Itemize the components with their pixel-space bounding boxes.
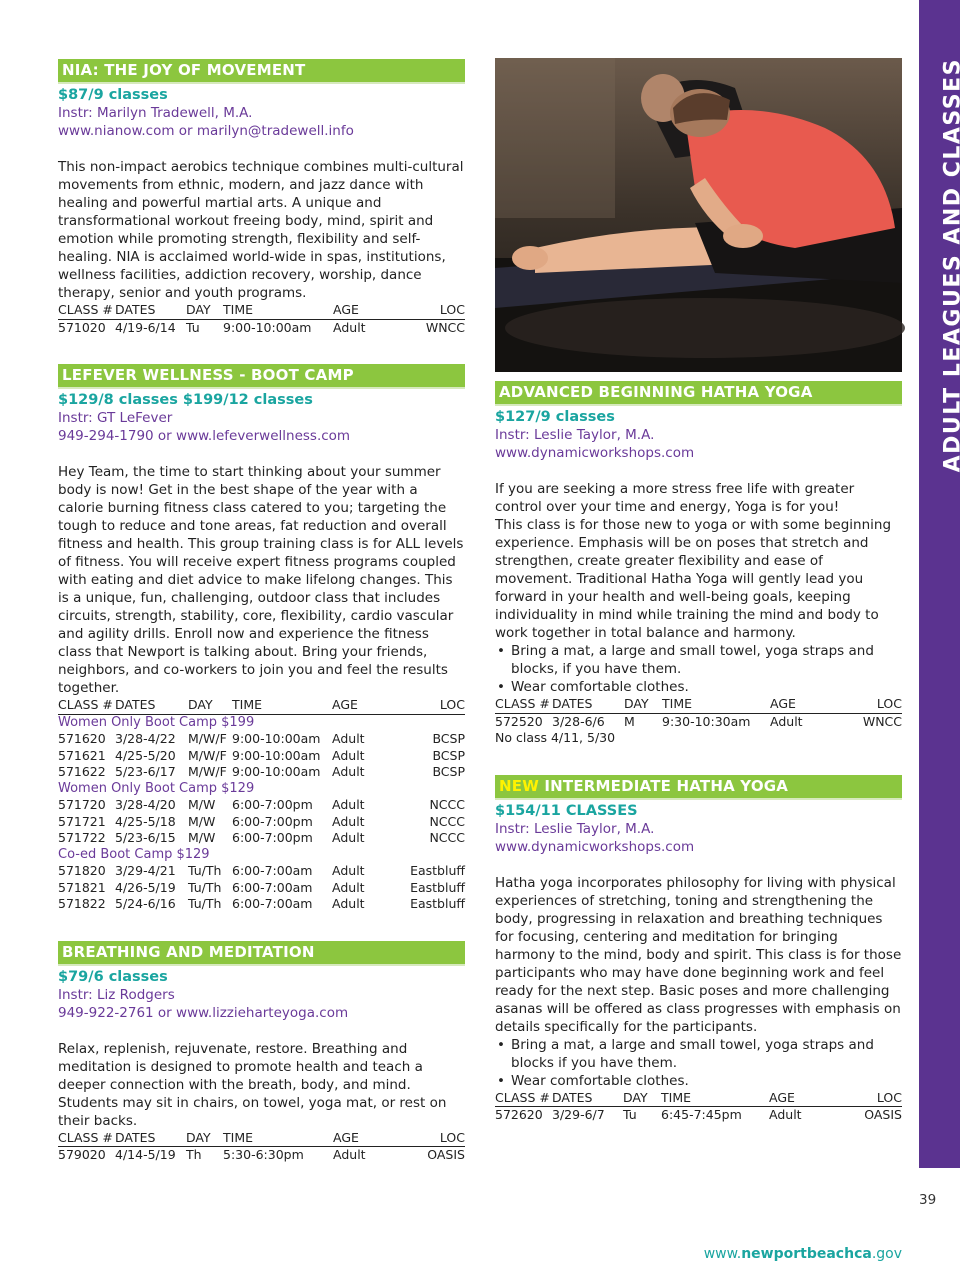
col-dates: DATES <box>552 1090 623 1107</box>
class-section-breathing <box>58 941 465 1164</box>
class-instructor: Instr: Leslie Taylor, M.A. <box>495 820 655 837</box>
col-dates: DATES <box>115 302 186 319</box>
cell-loc: NCCC <box>429 830 465 845</box>
cell-dates: 5/23-6/15 <box>115 830 176 845</box>
col-loc: LOC <box>839 1090 902 1107</box>
cell-age: Adult <box>770 713 803 729</box>
col-day: DAY <box>624 696 662 713</box>
table-row <box>495 713 902 730</box>
col-day: DAY <box>188 697 232 714</box>
cell-class: 571720 <box>58 797 106 812</box>
table-row <box>58 1147 465 1164</box>
col-loc: LOC <box>840 696 902 713</box>
cell-dates: 3/28-6/6 <box>552 713 605 729</box>
col-class: CLASS # <box>58 697 115 714</box>
description-intro: If you are seeking a more stress free life with greater control over your time and energy, Yoga is for you! <box>495 481 855 515</box>
cell-dates: 3/29-4/21 <box>115 863 176 878</box>
class-description: Hatha yoga incorporates philosophy for living with physical experiences of stretching, toning and strengthening the body, progressing in relaxation and breathing techniques for focusing, centering and meditation for bringing harmony to the mind, body and spirit. This class is for those participants who may have done beginning work and feel ready for the next step. Basic poses and more challenging asanas will be offered as class progresses with emphasis on details specifically for the participants. <box>495 874 902 1035</box>
col-day: DAY <box>186 1130 223 1147</box>
cell-time: 6:00-7:00am <box>232 879 313 895</box>
col-day: DAY <box>623 1090 661 1107</box>
cell-class: 571822 <box>58 896 106 911</box>
group-label-row <box>58 781 465 798</box>
cell-day: Tu/Th <box>188 863 222 878</box>
cell-age: Adult <box>332 797 365 812</box>
table-row <box>58 880 465 897</box>
cell-time: 6:00-7:00am <box>232 863 313 878</box>
class-section-intermediate <box>495 775 902 1124</box>
class-description: This non-impact aerobics technique combines multi-cultural movements from ethnic, modern, and jazz dance with healing and powerful martial arts. A unique and transformational workout freeing body, mind, spirit and emotion while promoting strength, flexibility and self-healing. NIA is acclaimed world-wide in spas, institutions, wellness facilities, addiction recovery, worship, dance therapy, senior and youth programs. <box>58 159 464 301</box>
cell-dates: 4/25-5/20 <box>115 747 176 763</box>
cell-time: 6:45-7:45pm <box>661 1107 742 1122</box>
schedule-header-row <box>58 302 465 319</box>
table-row <box>58 731 465 748</box>
schedule-note: No class 4/11, 5/30 <box>495 730 616 745</box>
class-price: $87/9 classes <box>58 87 168 103</box>
cell-loc: Eastbluff <box>410 879 465 895</box>
bullet-list <box>495 642 902 696</box>
cell-day: M/W <box>188 830 216 845</box>
cell-age: Adult <box>332 896 365 911</box>
cell-dates: 3/28-4/22 <box>115 731 176 746</box>
table-row <box>58 748 465 765</box>
cell-dates: 5/23-6/17 <box>115 764 176 779</box>
cell-loc: Eastbluff <box>410 896 465 911</box>
class-contact[interactable]: www.nianow.com or marilyn@tradewell.info <box>58 123 354 139</box>
bullet-item: • Bring a mat, a large and small towel, yoga straps and blocks, if you have them. <box>495 642 902 678</box>
bullet-item: • Bring a mat, a large and small towel, yoga straps and blocks if you have them. <box>495 1036 902 1072</box>
cell-class: 571721 <box>58 813 106 829</box>
cell-day: M <box>624 713 635 729</box>
col-age: AGE <box>770 696 840 713</box>
cell-class: 571622 <box>58 764 106 779</box>
cell-age: Adult <box>332 747 365 763</box>
cell-loc: OASIS <box>864 1107 902 1122</box>
group-label-row <box>58 847 465 864</box>
cell-loc: NCCC <box>429 813 465 829</box>
table-row <box>58 319 465 336</box>
cell-time: 9:00-10:00am <box>232 747 321 763</box>
table-row <box>58 797 465 814</box>
cell-time: 6:00-7:00pm <box>232 830 313 845</box>
class-description: Hey Team, the time to start thinking about your summer body is now! Get in the best shape of the year with a calorie burning fitness class catered to you; targeting the tough to reduce and tone areas, fat reduction and overall fitness and health. This group training class is for ALL levels of fitness. You will receive expert fitness programs coupled with eating and diet advice to make lifelong changes. This is a unique, fun, challenging, outdoor class that includes circuits, strength, stability, core, flexibility, cardio vascular and agility drills. Enroll now and experience the fitness class that Newport is talking about. Bring your friends, neighbors, and co-workers to join you and feel the results together. <box>58 464 464 696</box>
class-section-bootcamp <box>58 364 465 913</box>
cell-class: 571820 <box>58 863 106 878</box>
cell-time: 6:00-7:00am <box>232 896 313 911</box>
class-instructor: Instr: GT LeFever <box>58 410 173 426</box>
cell-loc: NCCC <box>429 797 465 812</box>
class-contact[interactable]: 949-294-1790 or www.lefeverwellness.com <box>58 428 351 444</box>
footer-url[interactable] <box>704 1246 902 1262</box>
col-age: AGE <box>333 302 403 319</box>
cell-dates: 4/26-5/19 <box>115 879 176 895</box>
col-age: AGE <box>769 1090 839 1107</box>
cell-age: Adult <box>332 813 365 829</box>
cell-loc: BCSP <box>432 764 465 779</box>
class-section-hatha <box>495 381 902 747</box>
col-time: TIME <box>661 1090 769 1107</box>
class-contact[interactable]: 949-922-2761 or www.lizzieharteyoga.com <box>58 1004 349 1021</box>
cell-time: 9:30-10:30am <box>662 713 751 729</box>
cell-loc: WNCC <box>862 713 902 729</box>
class-section-nia <box>58 59 465 336</box>
cell-day: Tu <box>186 319 200 335</box>
cell-dates: 5/24-6/16 <box>115 896 176 911</box>
cell-time: 6:00-7:00pm <box>232 813 313 829</box>
page-number: 39 <box>919 1192 937 1208</box>
section-header: NIA: THE JOY OF MOVEMENT <box>58 59 465 84</box>
section-header: LEFEVER WELLNESS - BOOT CAMP <box>58 364 465 389</box>
class-instructor: Instr: Marilyn Tradewell, M.A. <box>58 105 253 121</box>
group-label: Women Only Boot Camp $129 <box>58 780 255 796</box>
cell-day: M/W/F <box>188 731 227 746</box>
col-dates: DATES <box>115 697 188 714</box>
cell-class: 579020 <box>58 1147 106 1162</box>
group-label: Co-ed Boot Camp $129 <box>58 846 210 862</box>
class-price: $129/8 classes $199/12 classes <box>58 392 313 408</box>
col-class: CLASS # <box>495 696 552 713</box>
section-header-title: INTERMEDIATE HATHA YOGA <box>538 776 789 795</box>
cell-day: M/W/F <box>188 747 227 763</box>
schedule-table <box>58 302 465 336</box>
cell-time: 9:00-10:00am <box>232 731 321 746</box>
class-instructor: Instr: Leslie Taylor, M.A. <box>495 427 655 443</box>
class-description <box>495 480 902 642</box>
cell-day: Tu/Th <box>188 896 222 911</box>
col-time: TIME <box>223 302 333 319</box>
new-badge: NEW <box>499 776 539 795</box>
yoga-photo <box>495 58 902 372</box>
cell-age: Adult <box>333 1147 366 1162</box>
bullet-item: • Wear comfortable clothes. <box>495 1072 902 1090</box>
group-label-row <box>58 714 465 731</box>
schedule-table <box>495 1090 902 1124</box>
yoga-photo-illustration <box>495 58 902 372</box>
col-loc: LOC <box>403 302 465 319</box>
col-dates: DATES <box>115 1130 186 1147</box>
cell-day: Tu <box>623 1107 637 1122</box>
cell-age: Adult <box>769 1107 802 1122</box>
cell-day: Tu/Th <box>188 879 222 895</box>
cell-time: 6:00-7:00pm <box>232 797 313 812</box>
cell-class: 571722 <box>58 830 106 845</box>
cell-age: Adult <box>333 319 366 335</box>
section-header: ADVANCED BEGINNING HATHA YOGA <box>495 381 902 406</box>
cell-class: 571621 <box>58 747 106 763</box>
schedule-table <box>495 696 902 730</box>
class-price: $127/9 classes <box>495 409 615 425</box>
section-header <box>495 775 902 800</box>
cell-age: Adult <box>332 879 365 895</box>
cell-class: 572620 <box>495 1107 543 1122</box>
class-contact[interactable]: www.dynamicworkshops.com <box>495 445 695 461</box>
cell-day: M/W <box>188 797 216 812</box>
section-header: BREATHING AND MEDITATION <box>58 941 465 966</box>
cell-day: M/W/F <box>188 764 227 779</box>
left-column <box>58 59 465 1164</box>
bullet-item: • Wear comfortable clothes. <box>495 678 902 696</box>
description-body: This class is for those new to yoga or with some beginning experience. Emphasis will be on poses that stretch and strengthen, create greater flexibility and ease of movement. Traditional Hatha Yoga will gently lead you forward in your health and well-being goals, keeping individuality in mind while training the mind and body to work together in total balance and harmony. <box>495 517 892 641</box>
cell-dates: 4/19-6/14 <box>115 319 176 335</box>
col-dates: DATES <box>552 696 624 713</box>
cell-time: 9:00-10:00am <box>223 319 312 335</box>
group-label: Women Only Boot Camp $199 <box>58 714 255 730</box>
footer-url-suffix: .gov <box>871 1246 902 1262</box>
schedule-header-row <box>58 1130 465 1147</box>
cell-class: 571821 <box>58 879 106 895</box>
cell-loc: BCSP <box>432 747 465 763</box>
col-class: CLASS # <box>58 1130 115 1147</box>
table-row <box>58 896 465 913</box>
cell-age: Adult <box>332 863 365 878</box>
cell-dates: 3/29-6/7 <box>552 1107 605 1122</box>
cell-loc: WNCC <box>425 319 465 335</box>
cell-day: Th <box>186 1147 202 1162</box>
class-instructor: Instr: Liz Rodgers <box>58 986 175 1003</box>
schedule-header-row <box>495 696 902 713</box>
cell-loc: Eastbluff <box>410 863 465 878</box>
cell-age: Adult <box>332 830 365 845</box>
cell-age: Adult <box>332 731 365 746</box>
col-time: TIME <box>662 696 770 713</box>
schedule-table <box>58 1130 465 1164</box>
sidebar-title: ADULT LEAGUES AND CLASSES <box>940 58 965 473</box>
class-contact[interactable]: www.dynamicworkshops.com <box>495 838 695 855</box>
cell-dates: 4/14-5/19 <box>115 1147 176 1162</box>
col-age: AGE <box>333 1130 403 1147</box>
cell-day: M/W <box>188 813 216 829</box>
col-time: TIME <box>223 1130 333 1147</box>
cell-dates: 4/25-5/18 <box>115 813 176 829</box>
table-row <box>58 814 465 831</box>
col-loc: LOC <box>402 697 465 714</box>
footer-url-prefix: www. <box>703 1246 742 1262</box>
table-row <box>58 830 465 847</box>
cell-loc: BCSP <box>432 731 465 746</box>
cell-time: 9:00-10:00am <box>232 764 321 779</box>
table-row <box>58 863 465 880</box>
schedule-header-row <box>58 697 465 714</box>
cell-time: 5:30-6:30pm <box>223 1147 304 1162</box>
class-price: $154/11 CLASSES <box>495 802 638 819</box>
col-loc: LOC <box>403 1130 465 1147</box>
right-column <box>495 381 902 1124</box>
col-time: TIME <box>232 697 332 714</box>
table-row <box>495 1107 902 1124</box>
class-description: Relax, replenish, rejuvenate, restore. Breathing and meditation is designed to promote health and teach a deeper connection with the breath, body, and mind. Students may sit in chairs, on towel, yoga mat, or rest on their backs. <box>58 1040 447 1129</box>
cell-class: 572520 <box>495 713 543 729</box>
cell-dates: 3/28-4/20 <box>115 797 176 812</box>
class-price: $79/6 classes <box>58 968 168 985</box>
schedule-header-row <box>495 1090 902 1107</box>
bullet-list <box>495 1036 902 1090</box>
schedule-table <box>58 697 465 913</box>
cell-class: 571020 <box>58 319 106 335</box>
col-day: DAY <box>186 302 223 319</box>
cell-class: 571620 <box>58 731 106 746</box>
table-row <box>58 764 465 781</box>
col-class: CLASS # <box>495 1090 552 1107</box>
cell-age: Adult <box>332 764 365 779</box>
footer-url-domain: newportbeachca <box>741 1246 872 1262</box>
col-class: CLASS # <box>58 302 115 319</box>
col-age: AGE <box>332 697 402 714</box>
cell-loc: OASIS <box>427 1147 465 1162</box>
